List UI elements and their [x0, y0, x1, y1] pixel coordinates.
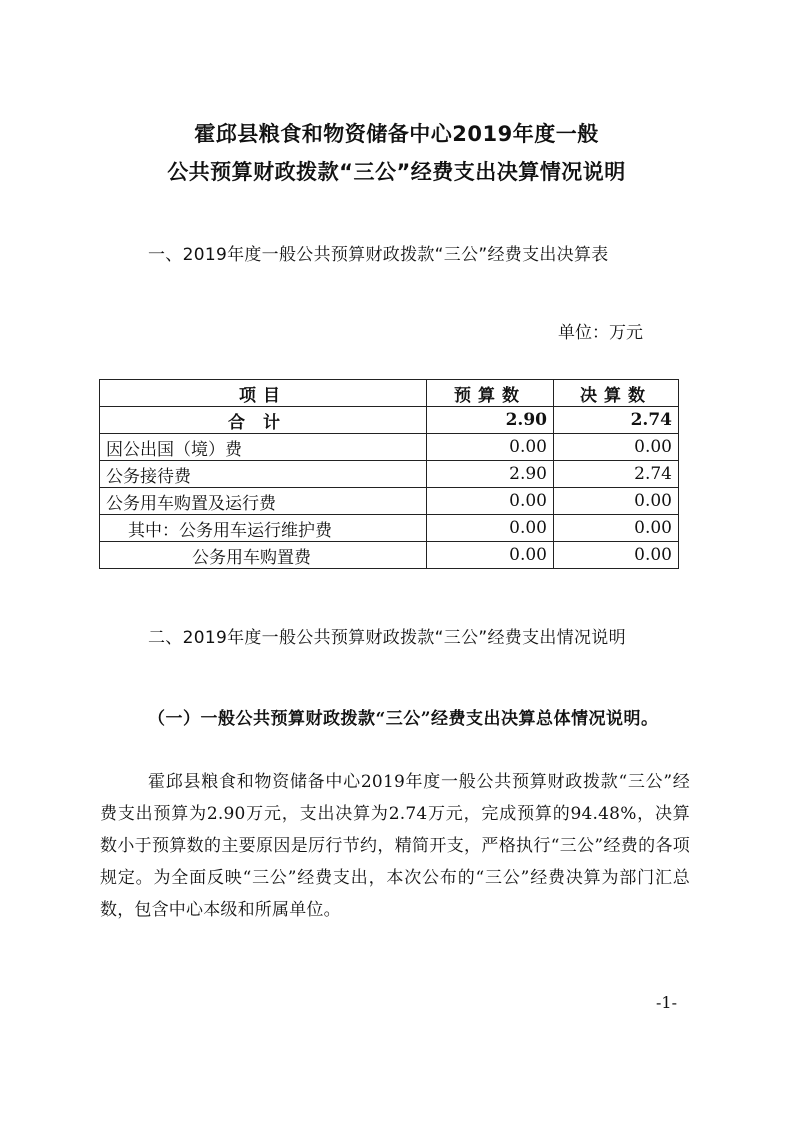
page-number: -1-: [656, 993, 677, 1012]
section2-heading: 二、2019年度一般公共预算财政拨款“三公”经费支出情况说明: [148, 628, 626, 648]
row-actual: 0.00: [554, 488, 679, 515]
total-budget: 2.90: [427, 407, 554, 434]
row-actual: 0.00: [554, 515, 679, 542]
table-header-row: [100, 380, 679, 407]
table-row: [100, 434, 679, 461]
row-label: 公务用车购置及运行费: [100, 488, 427, 515]
document-title-line2: 公共预算财政拨款“三公”经费支出决算情况说明: [167, 160, 626, 184]
unit-label: 单位：万元: [558, 323, 643, 343]
row-budget: 2.90: [427, 461, 554, 488]
row-actual: 0.00: [554, 542, 679, 569]
row-label: 公务用车购置费: [100, 542, 427, 569]
row-actual: 0.00: [554, 434, 679, 461]
total-actual: 2.74: [554, 407, 679, 434]
row-actual: 2.74: [554, 461, 679, 488]
table-row: [100, 488, 679, 515]
section1-heading: 一、2019年度一般公共预算财政拨款“三公”经费支出决算表: [148, 245, 609, 265]
row-budget: 0.00: [427, 434, 554, 461]
expense-table: [99, 379, 679, 569]
table-row: [100, 515, 679, 542]
row-label: 公务接待费: [100, 461, 427, 488]
header-actual: 决算数: [554, 380, 679, 407]
table-row: [100, 542, 679, 569]
total-label: 合计: [100, 407, 427, 434]
table-total-row: [100, 407, 679, 434]
row-label: 因公出国（境）费: [100, 434, 427, 461]
row-budget: 0.00: [427, 542, 554, 569]
section2-subheading: （一）一般公共预算财政拨款“三公”经费支出决算总体情况说明。: [148, 709, 659, 729]
row-budget: 0.00: [427, 515, 554, 542]
header-budget: 预算数: [427, 380, 554, 407]
row-label: 其中：公务用车运行维护费: [100, 515, 427, 542]
document-title-line1: 霍邱县粮食和物资储备中心2019年度一般: [194, 122, 599, 146]
row-budget: 0.00: [427, 488, 554, 515]
section2-paragraph: 霍邱县粮食和物资储备中心2019年度一般公共预算财政拨款“三公”经费支出预算为2.90万元，支出决算为2.74万元，完成预算的94.48%，决算数小于预算数的主要原因是厉行节约，精简开支，严格执行“三公”经费的各项规定。为全面反映“三公”经费支出，本次公布的“三公”经费决算为部门汇总数，包含中心本级和所属单位。: [100, 772, 690, 920]
header-item: 项目: [100, 380, 427, 407]
table-row: [100, 461, 679, 488]
